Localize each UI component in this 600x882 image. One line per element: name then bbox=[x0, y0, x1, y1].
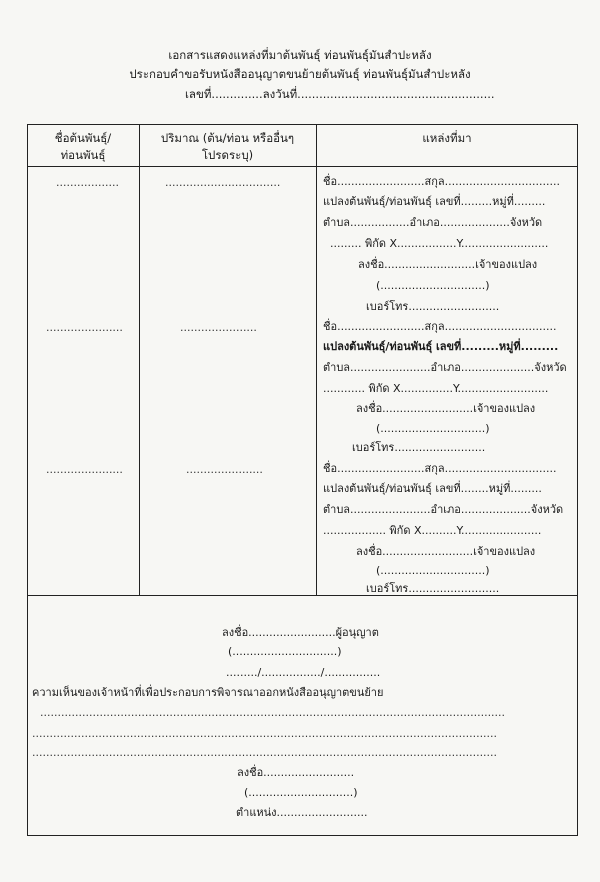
col-header-source: แหล่งที่มา bbox=[422, 131, 472, 145]
row-2-source-name[interactable]: ชื่อ.........................สกุล................................ bbox=[323, 320, 557, 333]
row-1-source-coord[interactable]: ......... พิกัด X.................Y......................... bbox=[330, 237, 549, 250]
col-header-name: ชื่อต้นพันธุ์/ ท่อนพันธุ์ bbox=[54, 131, 112, 162]
row-1-owner-paren[interactable]: (..............................) bbox=[376, 279, 490, 292]
row-3-owner-paren[interactable]: (..............................) bbox=[376, 564, 490, 577]
opinion-line-1[interactable]: ..................................................................................................................................... bbox=[40, 706, 506, 719]
licensee-name-paren[interactable]: (..............................) bbox=[228, 645, 342, 658]
document-subtitle: ประกอบคำขอรับหนังสืออนุญาตขนย้ายต้นพันธุ์ ท่อนพันธุ์มันสำปะหลัง bbox=[129, 67, 471, 81]
row-1-source-plot[interactable]: แปลงต้นพันธุ์/ท่อนพันธุ์ เลขที่.........หมู่ที่......... bbox=[323, 195, 546, 208]
row-3-source-name[interactable]: ชื่อ.........................สกุล................................ bbox=[323, 462, 557, 475]
row-2-owner-phone[interactable]: เบอร์โทร.......................... bbox=[352, 441, 486, 454]
officer-opinion-label: ความเห็นของเจ้าหน้าที่เพื่อประกอบการพิจารณาออกหนังสืออนุญาตขนย้าย bbox=[32, 686, 384, 699]
row-2-owner-sign[interactable]: ลงชื่อ..........................เจ้าของแปลง bbox=[356, 402, 536, 415]
opinion-line-2[interactable]: ..................................................................................................................................... bbox=[32, 727, 498, 740]
header-divider bbox=[27, 166, 578, 167]
row-3-name-field[interactable]: ...................... bbox=[46, 463, 123, 476]
number-date-line: เลขที่..............ลงวันที่...................................................... bbox=[185, 87, 495, 101]
officer-name-paren[interactable]: (..............................) bbox=[244, 786, 358, 799]
row-3-owner-sign[interactable]: ลงชื่อ..........................เจ้าของแปลง bbox=[356, 545, 536, 558]
opinion-line-3[interactable]: ..................................................................................................................................... bbox=[32, 746, 498, 759]
row-3-source-coord[interactable]: .................. พิกัด X..........Y....................... bbox=[323, 524, 542, 537]
row-1-name-field[interactable]: .................. bbox=[56, 176, 119, 189]
document-title: เอกสารแสดงแหล่งที่มาต้นพันธุ์ ท่อนพันธุ์มันสำปะหลัง bbox=[168, 48, 432, 62]
row-1-owner-sign[interactable]: ลงชื่อ..........................เจ้าของแปลง bbox=[358, 258, 538, 271]
column-divider-1 bbox=[139, 124, 140, 595]
table-bottom-divider bbox=[27, 595, 578, 596]
row-2-owner-paren[interactable]: (..............................) bbox=[376, 422, 490, 435]
license-date[interactable]: ........./................./................ bbox=[226, 666, 381, 679]
row-2-source-tambon[interactable]: ตำบล.......................อำเภอ.....................จังหวัด bbox=[323, 361, 567, 374]
officer-position[interactable]: ตำแหน่ง.......................... bbox=[236, 806, 368, 819]
row-1-quantity-field[interactable]: ................................. bbox=[165, 176, 281, 189]
licensee-signature[interactable]: ลงชื่อ.........................ผู้อนุญาต bbox=[222, 626, 379, 639]
row-3-quantity-field[interactable]: ...................... bbox=[186, 463, 263, 476]
row-3-owner-phone[interactable]: เบอร์โทร.......................... bbox=[366, 582, 500, 595]
row-2-quantity-field[interactable]: ...................... bbox=[180, 321, 257, 334]
row-3-source-tambon[interactable]: ตำบล.......................อำเภอ....................จังหวัด bbox=[323, 503, 564, 516]
row-2-name-field[interactable]: ...................... bbox=[46, 321, 123, 334]
row-2-source-plot[interactable]: แปลงต้นพันธุ์/ท่อนพันธุ์ เลขที่.........หมู่ที่......... bbox=[323, 340, 559, 353]
row-1-source-name[interactable]: ชื่อ.........................สกุล................................. bbox=[323, 175, 560, 188]
col-header-quantity: ปริมาณ (ต้น/ท่อน หรืออื่นๆ โปรดระบุ) bbox=[160, 131, 295, 162]
row-2-source-coord[interactable]: ............ พิกัด X...............Y.......................... bbox=[323, 382, 549, 395]
row-1-owner-phone[interactable]: เบอร์โทร.......................... bbox=[366, 300, 500, 313]
row-3-source-plot[interactable]: แปลงต้นพันธุ์/ท่อนพันธุ์ เลขที่........หมู่ที่......... bbox=[323, 482, 542, 495]
officer-signature[interactable]: ลงชื่อ.......................... bbox=[237, 766, 355, 779]
column-divider-2 bbox=[316, 124, 317, 595]
row-1-source-tambon[interactable]: ตำบล.................อำเภอ....................จังหวัด bbox=[323, 216, 543, 229]
